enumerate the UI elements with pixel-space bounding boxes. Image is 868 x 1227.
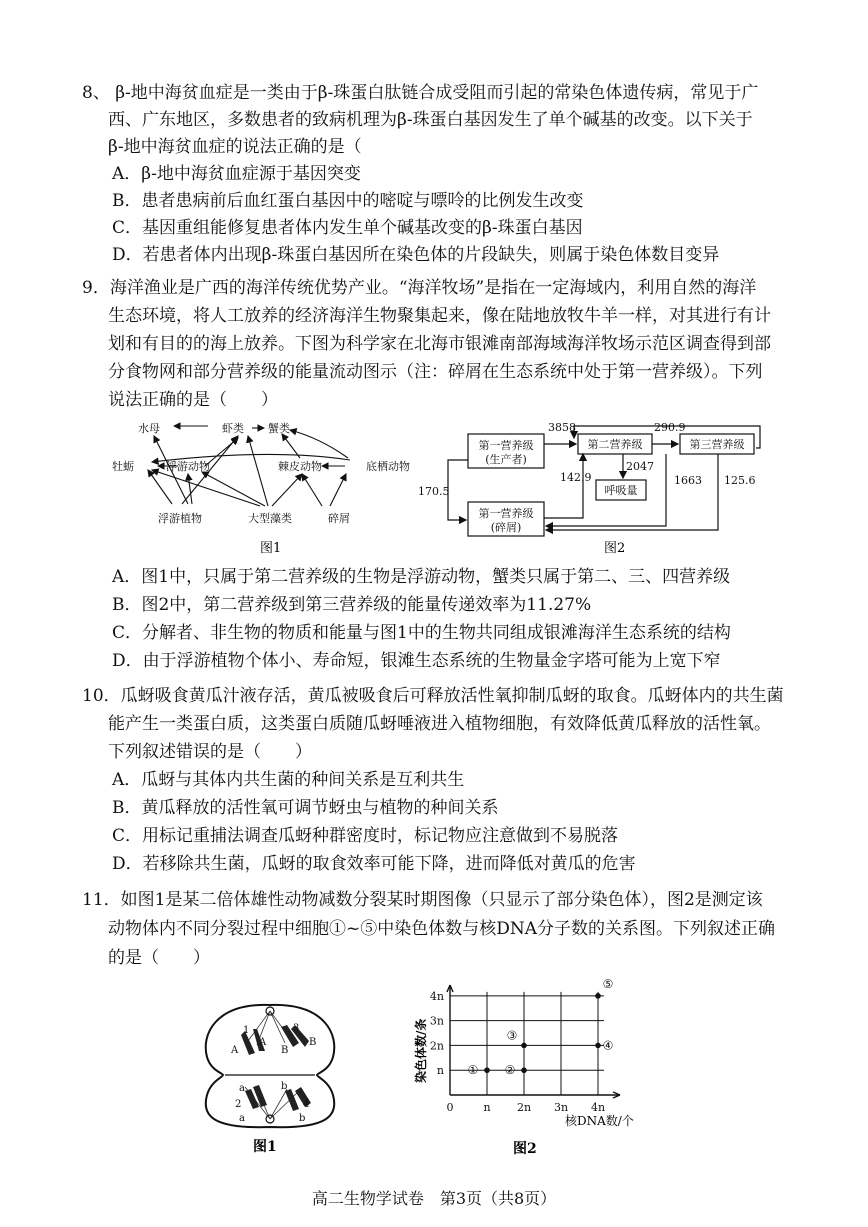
cell-division-figure	[195, 995, 345, 1155]
box-third-level: 第三营养级	[689, 438, 745, 451]
x-tick-label: 4n	[590, 1101, 606, 1114]
node-phytoplankton: 浮游植物	[158, 512, 202, 525]
box-producer-sub: (生产者)	[485, 453, 527, 466]
q8-option-b: B．患者患病前后血红蛋白基因中的嘧啶与嘌呤的比例发生改变	[112, 191, 584, 211]
q10-line-2: 能产生一类蛋白质，这类蛋白质随瓜蚜唾液进入植物细胞，有效降低黄瓜释放的活性氧。	[108, 714, 771, 734]
q9-line-5: 说法正确的是（ ）	[108, 390, 278, 410]
node-oyster: 牡蛎	[112, 460, 134, 473]
q10-option-d: D．若移除共生菌，瓜蚜的取食效率可能下降，进而降低对黄瓜的危害	[112, 854, 636, 874]
q8-line-1: 8、 β-地中海贫血症是一类由于β-珠蛋白肽链合成受阻而引起的常染色体遗传病，常见于广	[82, 83, 759, 103]
data-point-label-4: ④	[602, 1038, 614, 1053]
node-echinoderm: 棘皮动物	[278, 460, 322, 473]
value-3858: 3858	[548, 421, 576, 434]
x-tick-label: 3n	[553, 1101, 569, 1114]
q10-option-a: A．瓜蚜与其体内共生菌的种间关系是互利共生	[112, 770, 465, 790]
node-crab: 蟹类	[268, 422, 290, 435]
cell-label-b-upper-2: B	[309, 1037, 317, 1048]
q8-option-d: D．若患者体内出现β-珠蛋白基因所在染色体的片段缺失，则属于染色体数目变异	[112, 245, 720, 265]
q9-option-b: B．图2中，第二营养级到第三营养级的能量传递效率为11.27%	[112, 595, 592, 615]
node-macroalgae: 大型藻类	[248, 512, 292, 525]
cell-label-1: 1	[243, 1025, 250, 1036]
chart-caption: 图2	[513, 1141, 537, 1157]
x-tick-label: n	[483, 1101, 491, 1114]
cell-label-2: 2	[235, 1099, 242, 1110]
chart-y-axis-label: 染色体数/条	[414, 1018, 428, 1083]
x-tick-label: 2n	[516, 1101, 532, 1114]
data-point-label-2: ②	[504, 1063, 516, 1078]
data-point-3	[521, 1043, 527, 1049]
q10-line-3: 下列叙述错误的是（ ）	[108, 742, 312, 762]
value-142-9: 142.9	[560, 471, 592, 484]
value-1663: 1663	[674, 474, 702, 487]
cell-label-b-lower-2: b	[299, 1113, 306, 1124]
q10-line-1: 10．瓜蚜吸食黄瓜汁液存活，黄瓜被吸食后可释放活性氧抑制瓜蚜的取食。瓜蚜体内的共生菌	[82, 686, 784, 706]
q9-line-3: 划和有目的的海上放养。下图为科学家在北海市银滩南部海域海洋牧场示范区调查得到部	[108, 334, 771, 354]
energy-flow-figure	[418, 418, 763, 558]
box-detritus-sub: (碎屑)	[490, 521, 522, 534]
q8-line-3: β-地中海贫血症的说法正确的是（	[108, 137, 362, 157]
box-second-level: 第二营养级	[587, 438, 643, 451]
cell-label-3: 3	[293, 1023, 300, 1034]
cell-label-a-upper-2: A	[259, 1037, 267, 1048]
value-290-9: 290.9	[654, 421, 686, 434]
q8-option-c: C．基因重组能修复患者体内发生单个碱基改变的β-珠蛋白基因	[112, 218, 583, 238]
value-125-6: 125.6	[724, 474, 756, 487]
q9-line-1: 9．海洋渔业是广西的海洋传统优势产业。“海洋牧场”是指在一定海域内，利用自然的海洋	[82, 278, 757, 298]
data-point-1	[484, 1067, 490, 1073]
cell-label-b-lower-1: b	[281, 1081, 288, 1092]
node-benthic: 底栖动物	[366, 460, 410, 473]
data-point-label-5: ⑤	[602, 976, 614, 991]
page-footer: 高二生物学试卷 第3页（共8页）	[311, 1189, 557, 1208]
cell-label-a-lower-1: a	[239, 1083, 245, 1094]
chart-x-axis-label: 核DNA数/个	[565, 1114, 634, 1128]
node-zooplankton: 浮游动物	[166, 460, 210, 473]
q11-line-3: 的是（ ）	[108, 948, 210, 968]
cell-label-b-upper-1: B	[281, 1045, 289, 1056]
q8-line-2: 西、广东地区，多数患者的致病机理为β-珠蛋白基因发生了单个碱基的改变。以下关于	[108, 110, 753, 130]
fig2-caption: 图2	[604, 541, 626, 556]
q9-option-d: D．由于浮游植物个体小、寿命短，银滩生态系统的生物量金字塔可能为上宽下窄	[112, 651, 721, 671]
data-point-5	[595, 993, 601, 999]
q9-option-c: C．分解者、非生物的物质和能量与图1中的生物共同组成银滩海洋生态系统的结构	[112, 623, 731, 643]
y-tick-label: 4n	[429, 989, 444, 1003]
node-jellyfish: 水母	[138, 422, 160, 435]
box-producer: 第一营养级	[478, 439, 534, 452]
q9-line-2: 生态环境，将人工放养的经济海洋生物聚集起来，像在陆地放牧牛羊一样，对其进行有计	[108, 306, 771, 326]
data-point-2	[521, 1067, 527, 1073]
q11-line-2: 动物体内不同分裂过程中细胞①~⑤中染色体数与核DNA分子数的关系图。下列叙述正确	[108, 919, 776, 939]
data-point-label-1: ①	[467, 1063, 479, 1078]
y-tick-label: 3n	[429, 1014, 444, 1028]
box-respiration: 呼吸量	[604, 484, 638, 497]
q8-option-a: A．β-地中海贫血症源于基因突变	[112, 164, 361, 184]
q10-option-c: C．用标记重捕法调查瓜蚜种群密度时，标记物应注意做到不易脱落	[112, 826, 619, 846]
y-tick-label: n	[436, 1064, 444, 1078]
fig1-caption: 图1	[260, 541, 282, 556]
value-2047: 2047	[626, 460, 654, 473]
data-point-4	[595, 1043, 601, 1049]
box-detritus: 第一营养级	[478, 507, 534, 520]
q10-option-b: B．黄瓜释放的活性氧可调节蚜虫与植物的种间关系	[112, 798, 499, 818]
y-tick-label: 2n	[429, 1039, 444, 1053]
q9-option-a: A．图1中，只属于第二营养级的生物是浮游动物，蟹类只属于第二、三、四营养级	[112, 567, 731, 587]
data-point-label-3: ③	[506, 1028, 518, 1043]
q11-line-1: 11．如图1是某二倍体雄性动物减数分裂某时期图像（只显示了部分染色体），图2是测定该	[82, 890, 763, 910]
node-shrimp: 虾类	[222, 422, 244, 435]
cell-label-4: 4	[303, 1099, 310, 1110]
chromosome-dna-chart	[405, 975, 650, 1160]
food-web-figure	[110, 418, 430, 558]
value-170-5: 170.5	[418, 485, 450, 498]
cell-label-a-upper-1: A	[231, 1045, 239, 1056]
node-detritus: 碎屑	[328, 512, 350, 525]
x-tick-label: 0	[446, 1101, 454, 1114]
cell-fig-caption: 图1	[253, 1139, 277, 1155]
cell-label-a-lower-2: a	[239, 1113, 245, 1124]
q9-line-4: 分食物网和部分营养级的能量流动图示（注：碎屑在生态系统中处于第一营养级）。下列	[108, 362, 763, 382]
